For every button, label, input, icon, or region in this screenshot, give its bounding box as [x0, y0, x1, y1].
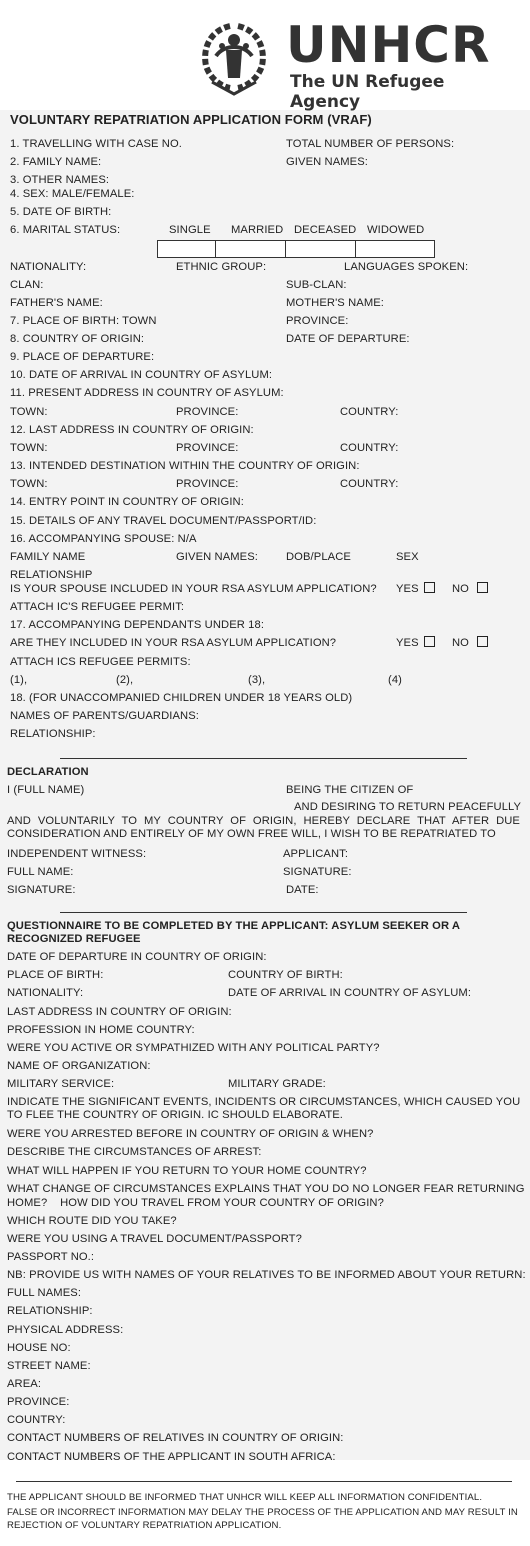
- spouse-no-label: NO: [452, 583, 469, 595]
- q-arrested: WERE YOU ARRESTED BEFORE IN COUNTRY OF ORIGIN & WHEN?: [7, 1128, 374, 1140]
- marital-widowed-label: WIDOWED: [367, 224, 425, 236]
- q-place-of-birth: PLACE OF BIRTH:: [7, 969, 104, 981]
- dest-country-label: COUNTRY:: [340, 478, 399, 490]
- present-country-label: COUNTRY:: [340, 406, 399, 418]
- place-of-birth-label: 7. PLACE OF BIRTH: TOWN: [10, 315, 157, 327]
- dependants-label: 17. ACCOMPANYING DEPENDANTS UNDER 18:: [10, 619, 265, 631]
- spouse-given-names-label: GIVEN NAMES:: [176, 551, 259, 563]
- date-of-arrival-label: 10. DATE OF ARRIVAL IN COUNTRY OF ASYLUM:: [10, 369, 273, 381]
- declaration-desiring-text: AND DESIRING TO RETURN PEACEFULLY: [294, 801, 522, 813]
- declaration-citizen-label: BEING THE CITIZEN OF: [286, 784, 414, 796]
- q-area: AREA:: [7, 1378, 42, 1390]
- q-physical-address: PHYSICAL ADDRESS:: [7, 1324, 124, 1336]
- q-relatives-note: NB: PROVIDE US WITH NAMES OF YOUR RELATIVES TO BE INFORMED ABOUT YOUR RETURN:: [7, 1269, 526, 1281]
- q-how-travel: HOME? HOW DID YOU TRAVEL FROM YOUR COUNTRY OF ORIGIN?: [7, 1197, 384, 1209]
- spouse-dob-place-label: DOB/PLACE: [286, 551, 351, 563]
- guardian-relationship-label: RELATIONSHIP:: [10, 728, 96, 740]
- spouse-relationship-label: RELATIONSHIP: [10, 569, 93, 581]
- present-town-label: TOWN:: [10, 406, 48, 418]
- q-return-consequences: WHAT WILL HAPPEN IF YOU RETURN TO YOUR HOME COUNTRY?: [7, 1165, 367, 1177]
- marital-single-label: SINGLE: [169, 224, 211, 236]
- last-province-label: PROVINCE:: [176, 442, 239, 454]
- dependant-2-label: (2),: [116, 674, 134, 686]
- languages-label: LANGUAGES SPOKEN:: [344, 261, 469, 273]
- dependants-no-label: NO: [452, 637, 469, 649]
- q-relatives-contacts: CONTACT NUMBERS OF RELATIVES IN COUNTRY OF ORIGIN:: [7, 1432, 344, 1444]
- logo-wordmark: UNHCR: [286, 16, 491, 74]
- dependants-yes-checkbox[interactable]: [424, 636, 435, 647]
- last-town-label: TOWN:: [10, 442, 48, 454]
- other-names-label: 3. OTHER NAMES:: [10, 174, 110, 186]
- parents-guardians-label: NAMES OF PARENTS/GUARDIANS:: [10, 710, 199, 722]
- dependant-4-label: (4): [388, 674, 402, 686]
- last-address-label: 12. LAST ADDRESS IN COUNTRY OF ORIGIN:: [10, 424, 254, 436]
- dependant-1-label: (1),: [10, 674, 28, 686]
- section-divider: [60, 758, 467, 759]
- q-relationship: RELATIONSHIP:: [7, 1305, 93, 1317]
- dependants-no-checkbox[interactable]: [477, 636, 488, 647]
- marital-married-label: MARRIED: [231, 224, 284, 236]
- place-of-departure-label: 9. PLACE OF DEPARTURE:: [10, 351, 155, 363]
- questionnaire-heading: QUESTIONNAIRE TO BE COMPLETED BY THE APPLICANT: ASYLUM SEEKER OR A RECOGNIZED REFUGEE: [7, 920, 460, 945]
- footer-confidentiality: THE APPLICANT SHOULD BE INFORMED THAT UNHCR WILL KEEP ALL INFORMATION CONFIDENTIAL.: [7, 1492, 483, 1503]
- declaration-heading: DECLARATION: [7, 766, 89, 778]
- date-of-departure-label: DATE OF DEPARTURE:: [286, 333, 410, 345]
- entry-point-label: 14. ENTRY POINT IN COUNTRY OF ORIGIN:: [10, 496, 244, 508]
- q-arrest-circumstances: DESCRIBE THE CIRCUMSTANCES OF ARREST:: [7, 1146, 262, 1158]
- q-political-party: WERE YOU ACTIVE OR SYMPATHIZED WITH ANY POLITICAL PARTY?: [7, 1042, 380, 1054]
- spouse-yes-label: YES: [396, 583, 419, 595]
- mother-name-label: MOTHER'S NAME:: [286, 297, 385, 309]
- footer-warning: FALSE OR INCORRECT INFORMATION MAY DELAY THE PROCESS OF THE APPLICATION AND MAY RESULT IN REJECTION OF VOLUNTARY REPATRIATION APPLICATION.: [7, 1507, 518, 1531]
- ethnic-group-label: ETHNIC GROUP:: [176, 261, 267, 273]
- birth-province-label: PROVINCE:: [286, 315, 349, 327]
- sex-label: 4. SEX: MALE/FEMALE:: [10, 188, 135, 200]
- travel-document-label: 15. DETAILS OF ANY TRAVEL DOCUMENT/PASSPORT/ID:: [10, 515, 317, 527]
- q-significant-events: INDICATE THE SIGNIFICANT EVENTS, INCIDENTS OR CIRCUMSTANCES, WHICH CAUSED YOU TO FLEE THE COUNTRY OF ORIGIN. IC SHOULD ELABORATE.: [7, 1096, 521, 1121]
- q-house-no: HOUSE NO:: [7, 1342, 71, 1354]
- footer-divider: [16, 1481, 512, 1482]
- given-names-label: GIVEN NAMES:: [286, 156, 369, 168]
- applicant-label: APPLICANT:: [283, 848, 349, 860]
- attach-ic-permit-label: ATTACH IC'S REFUGEE PERMIT:: [10, 601, 185, 613]
- country-of-origin-label: 8. COUNTRY OF ORIGIN:: [10, 333, 145, 345]
- q-date-of-departure: DATE OF DEPARTURE IN COUNTRY OF ORIGIN:: [7, 951, 267, 963]
- q-organization: NAME OF ORGANIZATION:: [7, 1060, 151, 1072]
- unhcr-logo: [190, 16, 510, 112]
- sub-clan-label: SUB-CLAN:: [286, 279, 347, 291]
- laurel-emblem-icon: [190, 16, 280, 96]
- father-name-label: FATHER'S NAME:: [10, 297, 103, 309]
- dest-province-label: PROVINCE:: [176, 478, 239, 490]
- witness-signature-label: SIGNATURE:: [7, 884, 76, 896]
- unaccompanied-children-label: 18. (FOR UNACCOMPANIED CHILDREN UNDER 18 YEARS OLD): [10, 692, 353, 704]
- intended-destination-label: 13. INTENDED DESTINATION WITHIN THE COUNTRY OF ORIGIN:: [10, 460, 360, 472]
- marital-status-label: 6. MARITAL STATUS:: [10, 224, 121, 236]
- q-applicant-contacts: CONTACT NUMBERS OF THE APPLICANT IN SOUTH AFRICA:: [7, 1451, 336, 1463]
- clan-label: CLAN:: [10, 279, 44, 291]
- declaration-date-label: DATE:: [286, 884, 319, 896]
- dependant-3-label: (3),: [248, 674, 266, 686]
- marital-married-box[interactable]: [215, 240, 286, 258]
- logo-tagline: The UN Refugee Agency: [290, 72, 445, 112]
- accompanying-spouse-label: 16. ACCOMPANYING SPOUSE: N/A: [10, 533, 197, 545]
- form-title: VOLUNTARY REPATRIATION APPLICATION FORM (VRAF): [10, 112, 372, 127]
- marital-deceased-box[interactable]: [285, 240, 356, 258]
- q-province: PROVINCE:: [7, 1396, 70, 1408]
- marital-single-box[interactable]: [157, 240, 216, 258]
- q-country-of-birth: COUNTRY OF BIRTH:: [228, 969, 343, 981]
- q-travel-document: WERE YOU USING A TRAVEL DOCUMENT/PASSPORT?: [7, 1233, 302, 1245]
- spouse-yes-checkbox[interactable]: [424, 582, 435, 593]
- marital-deceased-label: DECEASED: [294, 224, 357, 236]
- applicant-signature-label: SIGNATURE:: [283, 866, 352, 878]
- q-street-name: STREET NAME:: [7, 1360, 91, 1372]
- q-nationality: NATIONALITY:: [7, 987, 84, 999]
- spouse-no-checkbox[interactable]: [477, 582, 488, 593]
- nationality-label: NATIONALITY:: [10, 261, 87, 273]
- total-persons-label: TOTAL NUMBER OF PERSONS:: [286, 138, 455, 150]
- witness-label: INDEPENDENT WITNESS:: [7, 848, 147, 860]
- q-change-of-circumstances: WHAT CHANGE OF CIRCUMSTANCES EXPLAINS THAT YOU DO NO LONGER FEAR RETURNING: [7, 1183, 525, 1195]
- case-number-label: 1. TRAVELLING WITH CASE NO.: [10, 138, 182, 150]
- declaration-full-name-label: I (FULL NAME): [7, 784, 85, 796]
- dependants-included-question: ARE THEY INCLUDED IN YOUR RSA ASYLUM APPLICATION?: [10, 637, 337, 649]
- present-province-label: PROVINCE:: [176, 406, 239, 418]
- q-military-service: MILITARY SERVICE:: [7, 1078, 115, 1090]
- date-of-birth-label: 5. DATE OF BIRTH:: [10, 206, 112, 218]
- q-military-grade: MILITARY GRADE:: [228, 1078, 326, 1090]
- declaration-text: AND VOLUNTARILY TO MY COUNTRY OF ORIGIN, HEREBY DECLARE THAT AFTER DUE CONSIDERATION AND ENTIRELY OF MY OWN FREE WILL, I WISH TO BE REPATRIATED TO: [7, 815, 520, 840]
- last-country-label: COUNTRY:: [340, 442, 399, 454]
- spouse-included-question: IS YOUR SPOUSE INCLUDED IN YOUR RSA ASYLUM APPLICATION?: [10, 583, 377, 595]
- spouse-sex-label: SEX: [396, 551, 419, 563]
- q-profession: PROFESSION IN HOME COUNTRY:: [7, 1024, 195, 1036]
- present-address-label: 11. PRESENT ADDRESS IN COUNTRY OF ASYLUM:: [10, 387, 284, 399]
- dest-town-label: TOWN:: [10, 478, 48, 490]
- q-passport-no: PASSPORT NO.:: [7, 1251, 95, 1263]
- dependants-yes-label: YES: [396, 637, 419, 649]
- q-last-address: LAST ADDRESS IN COUNTRY OF ORIGIN:: [7, 1006, 232, 1018]
- q-route: WHICH ROUTE DID YOU TAKE?: [7, 1215, 177, 1227]
- q-country: COUNTRY:: [7, 1414, 66, 1426]
- q-date-of-arrival: DATE OF ARRIVAL IN COUNTRY OF ASYLUM:: [228, 987, 472, 999]
- witness-full-name-label: FULL NAME:: [7, 866, 74, 878]
- spouse-family-name-label: FAMILY NAME: [10, 551, 86, 563]
- family-name-label: 2. FAMILY NAME:: [10, 156, 102, 168]
- attach-ics-permits-label: ATTACH ICS REFUGEE PERMITS:: [10, 656, 191, 668]
- marital-widowed-box[interactable]: [355, 240, 435, 258]
- section-divider: [60, 912, 467, 913]
- q-full-names: FULL NAMES:: [7, 1287, 82, 1299]
